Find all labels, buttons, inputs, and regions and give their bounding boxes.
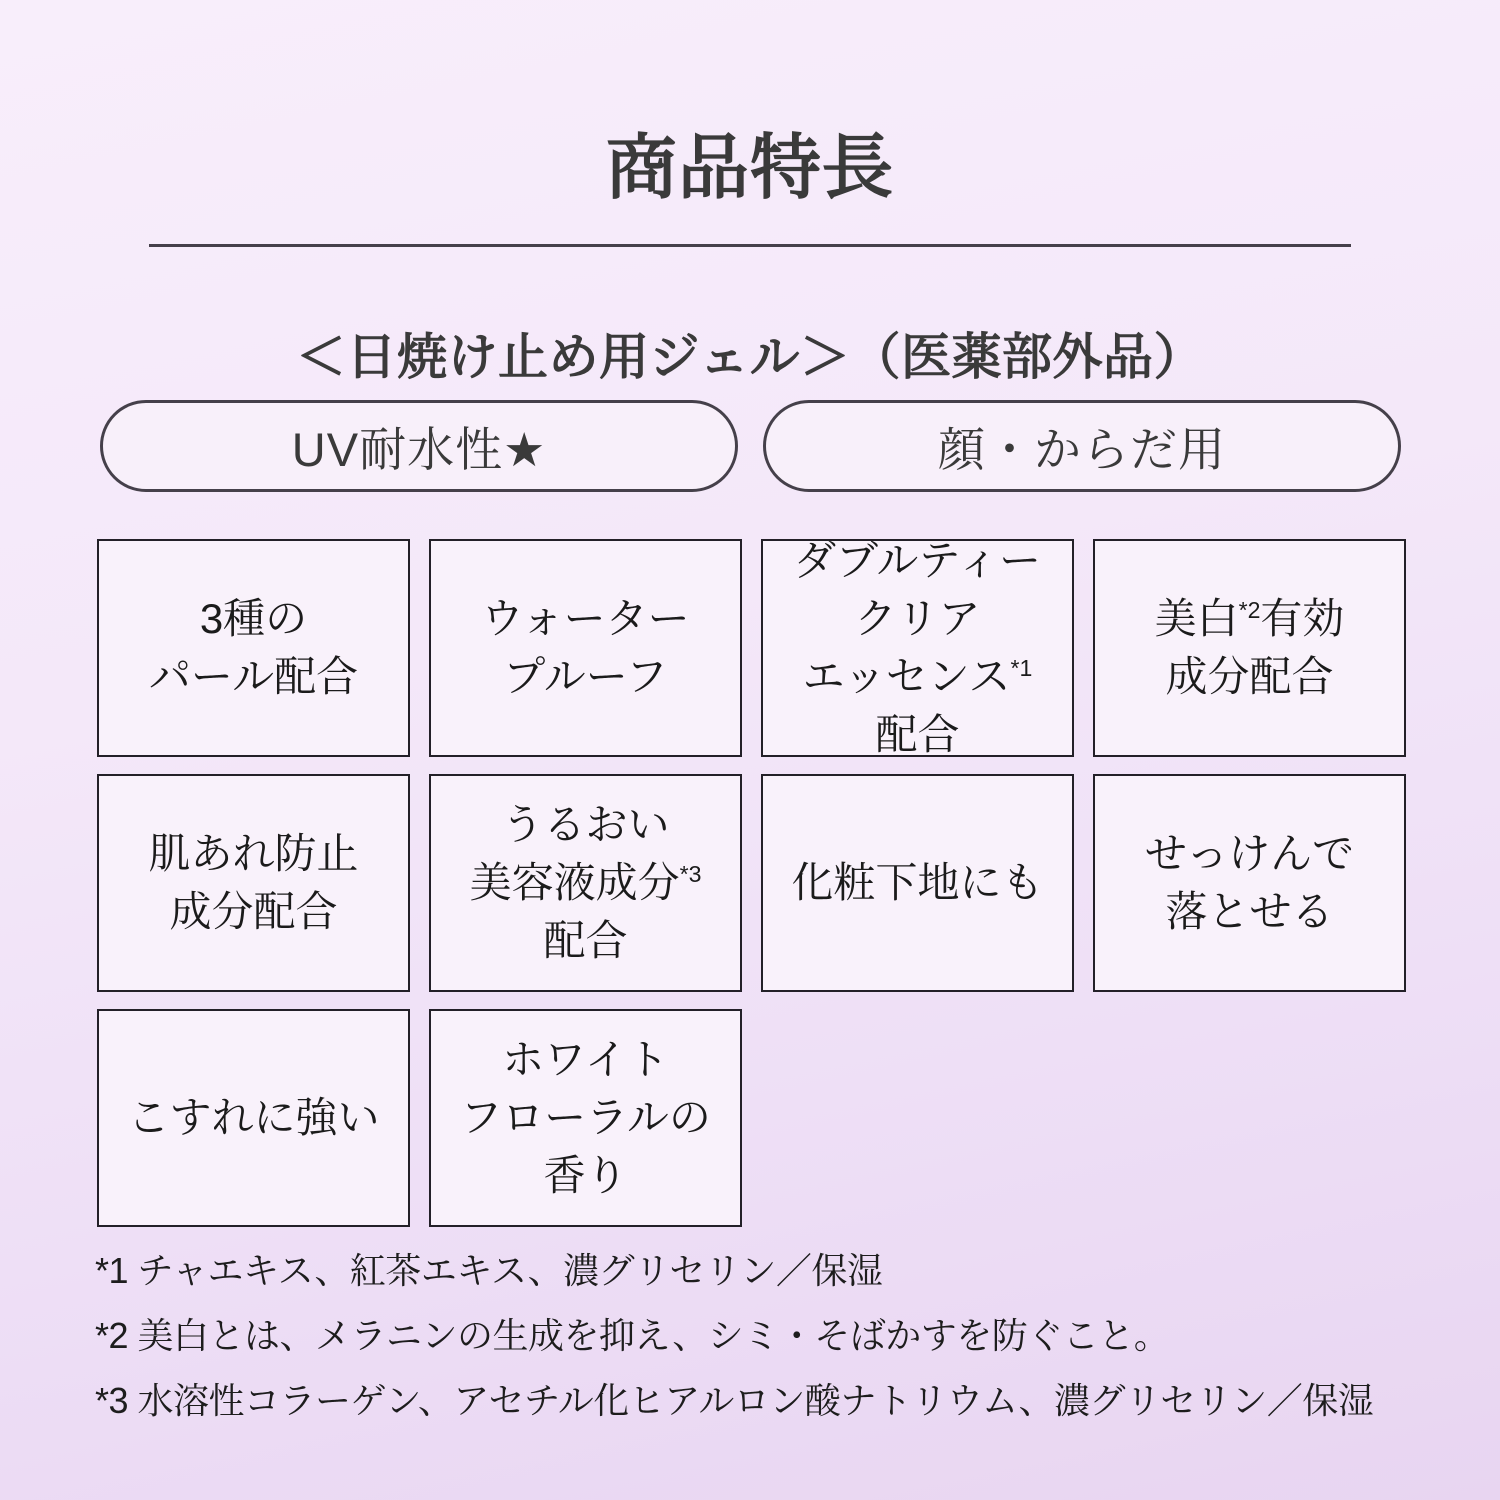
- feature-box: [97, 774, 410, 992]
- footnote-3: *3 水溶性コラーゲン、アセチル化ヒアルロン酸ナトリウム、濃グリセリン／保湿: [95, 1380, 1374, 1421]
- features-grid: [97, 539, 1406, 1227]
- feature-box: [97, 539, 410, 757]
- page-title: 商品特長: [605, 129, 894, 208]
- product-type-subtitle: ＜日焼け止め用ジェル＞（医薬部外品）: [296, 329, 1204, 385]
- feature-box: [761, 774, 1074, 992]
- badge-face-body-use: 顔・からだ用: [763, 400, 1401, 492]
- feature-box: [429, 774, 742, 992]
- footnotes: [95, 1238, 1435, 1433]
- badge-uv-water-resistance: UV耐水性★: [100, 400, 738, 492]
- footnote-marker: *1: [1010, 655, 1033, 681]
- footnote-1: *1 チャエキス、紅茶エキス、濃グリセリン／保湿: [95, 1250, 883, 1291]
- feature-label: ホワイト フローラルの 香り: [460, 1036, 711, 1199]
- feature-box: [429, 539, 742, 757]
- feature-label: 肌あれ防止 成分配合: [148, 830, 359, 935]
- feature-label: 化粧下地にも: [791, 859, 1044, 907]
- feature-label: ウォーター プルーフ: [481, 595, 690, 700]
- feature-label: 美白$^{*2}$有効 成分配合: [1154, 595, 1345, 700]
- feature-label: ダブルティー クリア エッセンス$^{*1}$ 配合: [794, 537, 1041, 758]
- title-divider: [149, 244, 1351, 247]
- feature-box: [97, 1009, 410, 1227]
- feature-box: [1093, 774, 1406, 992]
- feature-box: [429, 1009, 742, 1227]
- feature-box: [1093, 539, 1406, 757]
- feature-box: [761, 539, 1074, 757]
- footnote-marker: *3: [679, 861, 702, 888]
- feature-label: 3種の パール配合: [148, 595, 359, 700]
- footnote-2: *2 美白とは、メラニンの生成を抑え、シミ・そばかすを防ぐこと。: [95, 1315, 1170, 1356]
- feature-label: こすれに強い: [127, 1094, 380, 1142]
- feature-label: せっけんで 落とせる: [1144, 830, 1355, 935]
- feature-label: うるおい 美容液成分$^{*3}$ 配合: [469, 801, 702, 964]
- badge-row: [100, 400, 1401, 492]
- footnote-marker: *2: [1238, 597, 1261, 624]
